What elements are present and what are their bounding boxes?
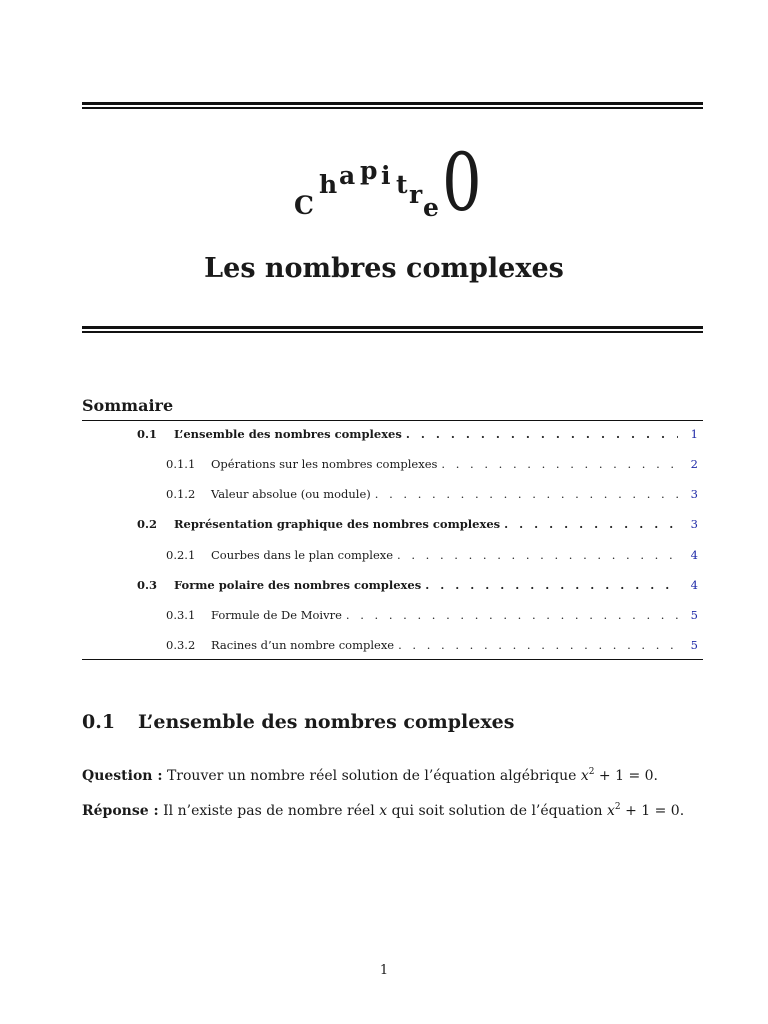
- toc-entry-number: 0.2: [137, 517, 158, 531]
- toc-entry-number: 0.1.1: [166, 457, 196, 471]
- answer-equation-rest: + 1 = 0.: [620, 803, 685, 819]
- answer-variable: x: [379, 803, 388, 819]
- toc-entry-number: 0.3: [137, 578, 158, 592]
- answer-text-after: qui soit solution de l’équation: [391, 803, 603, 819]
- toc-entry[interactable]: [166, 457, 698, 475]
- toc-entry-title: L’ensemble des nombres complexes: [174, 427, 402, 441]
- toc-entry-page[interactable]: 3: [690, 517, 698, 531]
- toc-entry-title: Forme polaire des nombres complexes: [174, 578, 422, 592]
- toc-entry-number: 0.1: [137, 427, 158, 441]
- toc-entry-page[interactable]: 5: [690, 608, 698, 622]
- toc-entry[interactable]: [166, 548, 698, 566]
- page-number: 1: [379, 963, 389, 978]
- question-label: Question :: [82, 768, 163, 784]
- header-rule-thick: [82, 326, 703, 329]
- toc-dot-leader: [394, 638, 678, 652]
- section-number: 0.1: [82, 711, 116, 733]
- toc-entry-title: Courbes dans le plan complexe: [211, 548, 394, 562]
- header-rule-thin: [82, 331, 703, 333]
- chapter-letter: e: [423, 193, 439, 222]
- question-equation-rest: + 1 = 0.: [594, 768, 658, 784]
- toc-entry-number: 0.3.1: [166, 608, 196, 622]
- toc-entry[interactable]: [166, 608, 698, 626]
- chapter-letter: r: [409, 180, 423, 209]
- answer-equation-exponent: 2: [614, 802, 621, 812]
- toc-entry-page[interactable]: 1: [690, 427, 698, 441]
- question-text: Trouver un nombre réel solution de l’équation algébrique: [166, 768, 577, 784]
- question-equation-var: x: [580, 768, 589, 784]
- toc-dot-leader: [342, 608, 678, 622]
- chapter-title: Les nombres complexes: [204, 253, 564, 284]
- toc-rule-bottom: [82, 659, 703, 660]
- question-paragraph: [82, 767, 658, 784]
- chapter-number: 0: [442, 136, 482, 229]
- toc-rule-top: [82, 420, 703, 421]
- toc-entry-page[interactable]: 2: [690, 457, 698, 471]
- toc-entry[interactable]: [137, 578, 698, 596]
- toc-entry[interactable]: [137, 517, 698, 535]
- answer-equation-var: x: [607, 803, 615, 819]
- answer-label: Réponse :: [82, 803, 159, 819]
- toc-dot-leader: [402, 427, 678, 441]
- question-equation-exponent: 2: [588, 767, 595, 777]
- answer-paragraph: [82, 802, 684, 819]
- toc-entry-page[interactable]: 4: [690, 548, 698, 562]
- toc-entry-title: Formule de De Moivre: [211, 608, 342, 622]
- toc-dot-leader: [500, 517, 678, 531]
- toc-entry-number: 0.2.1: [166, 548, 196, 562]
- section-title: L’ensemble des nombres complexes: [138, 711, 515, 733]
- chapter-letter: t: [396, 170, 408, 199]
- toc-entry-page[interactable]: 5: [690, 638, 698, 652]
- toc-entry-number: 0.3.2: [166, 638, 196, 652]
- chapter-letter: p: [360, 156, 378, 185]
- toc-entry-page[interactable]: 3: [690, 487, 698, 501]
- toc-dot-leader: [371, 487, 678, 501]
- toc-entry[interactable]: [137, 427, 698, 445]
- toc-heading: Sommaire: [82, 396, 174, 415]
- toc-dot-leader: [437, 457, 678, 471]
- toc-entry-title: Valeur absolue (ou module): [211, 487, 371, 501]
- answer-text-before: Il n’existe pas de nombre réel: [163, 803, 375, 819]
- chapter-letter: a: [339, 161, 356, 190]
- toc-entry[interactable]: [166, 638, 698, 656]
- toc-entry-title: Représentation graphique des nombres complexes: [174, 517, 501, 531]
- toc-dot-leader: [421, 578, 678, 592]
- chapter-word: [0, 0, 768, 240]
- chapter-letter: h: [319, 170, 338, 199]
- chapter-letter: i: [381, 161, 391, 190]
- toc-entry-title: Opérations sur les nombres complexes: [211, 457, 438, 471]
- chapter-letter: C: [294, 191, 314, 220]
- toc-dot-leader: [393, 548, 678, 562]
- toc-entry-page[interactable]: 4: [690, 578, 698, 592]
- toc-entry-number: 0.1.2: [166, 487, 196, 501]
- section-heading: [82, 711, 514, 733]
- toc-entry[interactable]: [166, 487, 698, 505]
- toc-entry-title: Racines d’un nombre complexe: [211, 638, 395, 652]
